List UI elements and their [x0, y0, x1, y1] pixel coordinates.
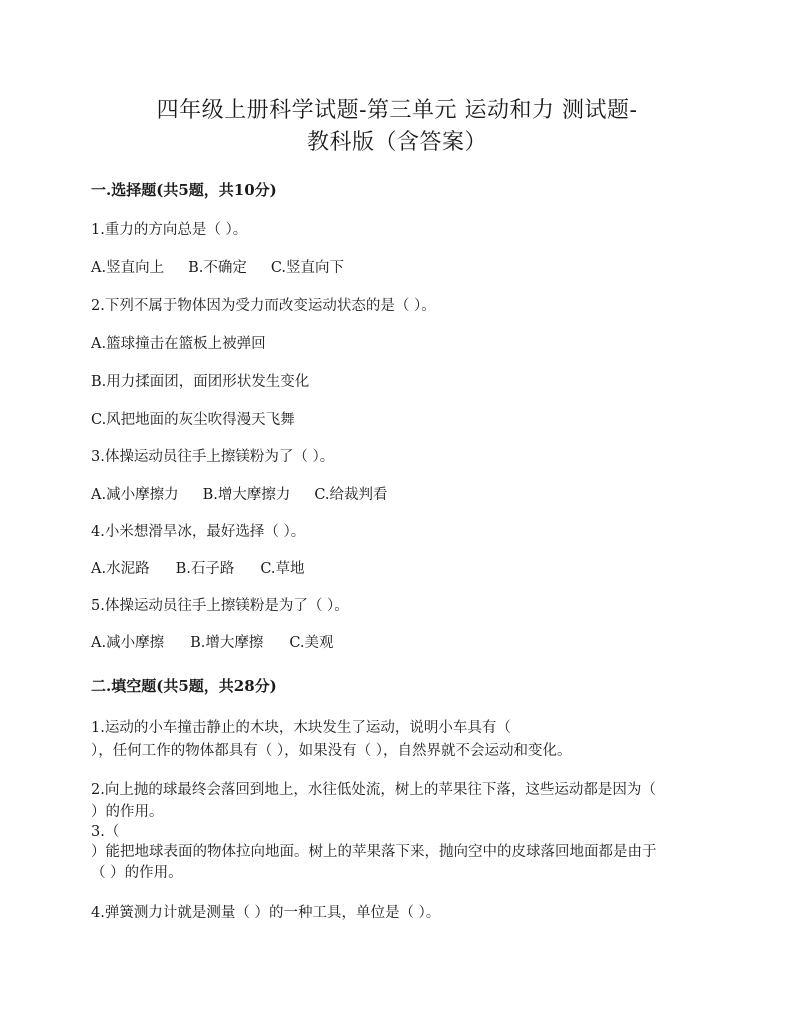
title-line-1: 四年级上册科学试题-第三单元 运动和力 测试题-	[156, 98, 638, 123]
question-3-options	[91, 485, 388, 505]
question-2-stem: 2.下列不属于物体因为受力而改变运动状态的是（ ）。	[91, 298, 436, 314]
question-1-options	[91, 258, 344, 278]
option-c: C.给裁判看	[314, 487, 388, 503]
question-4-stem: 4.小米想滑旱冰，最好选择（ ）。	[91, 524, 306, 540]
option-a: A.竖直向上	[91, 260, 165, 276]
fill-question-3-line-3: （ ）的作用。	[91, 865, 183, 881]
fill-question-2-line-2: ）的作用。	[91, 804, 164, 820]
title-line-2: 教科版（含答案）	[306, 130, 487, 155]
question-1-stem: 1.重力的方向总是（ ）。	[91, 222, 248, 238]
option-a: A.减小摩擦力	[91, 487, 179, 503]
question-5-stem: 5.体操运动员往手上擦镁粉是为了（ ）。	[91, 598, 349, 614]
question-5-options	[91, 633, 334, 653]
option-b: B.增大摩擦	[190, 635, 264, 651]
fill-question-1-line-2: ），任何工作的物体都具有（ ），如果没有（ ），自然界就不会运动和变化。	[91, 743, 572, 759]
fill-question-1-line-1: 1.运动的小车撞击静止的木块，木块发生了运动，说明小车具有（	[91, 720, 511, 736]
fill-question-4-line-1: 4.弹簧测力计就是测量（ ）的一种工具，单位是（ ）。	[91, 905, 441, 921]
question-4-options	[91, 559, 305, 579]
question-2-option-b: B.用力揉面团，面团形状发生变化	[91, 374, 310, 390]
option-a: A.水泥路	[91, 561, 150, 577]
fill-question-2-line-1: 2.向上抛的球最终会落回到地上，水往低处流，树上的苹果往下落，这些运动都是因为（	[91, 782, 656, 798]
fill-question-3-line-1: 3.（	[91, 824, 120, 840]
option-a: A.减小摩擦	[91, 635, 165, 651]
question-3-stem: 3.体操运动员往手上擦镁粉为了（ ）。	[91, 449, 335, 465]
option-b: B.石子路	[175, 561, 235, 577]
question-2-option-a: A.篮球撞击在篮板上被弹回	[91, 336, 266, 352]
question-2-option-c: C.风把地面的灰尘吹得漫天飞舞	[91, 412, 295, 428]
option-c: C.草地	[260, 561, 305, 577]
fill-question-3-line-2: ）能把地球表面的物体拉向地面。树上的苹果落下来，抛向空中的皮球落回地面都是由于	[91, 844, 657, 860]
section-heading-choice: 一.选择题(共5题，共10分)	[91, 181, 277, 199]
option-c: C.竖直向下	[270, 260, 345, 276]
option-c: C.美观	[289, 635, 334, 651]
section-heading-fill-blank: 二.填空题(共5题，共28分)	[91, 677, 277, 695]
option-b: B.增大摩擦力	[202, 487, 291, 503]
option-b: B.不确定	[188, 260, 247, 276]
